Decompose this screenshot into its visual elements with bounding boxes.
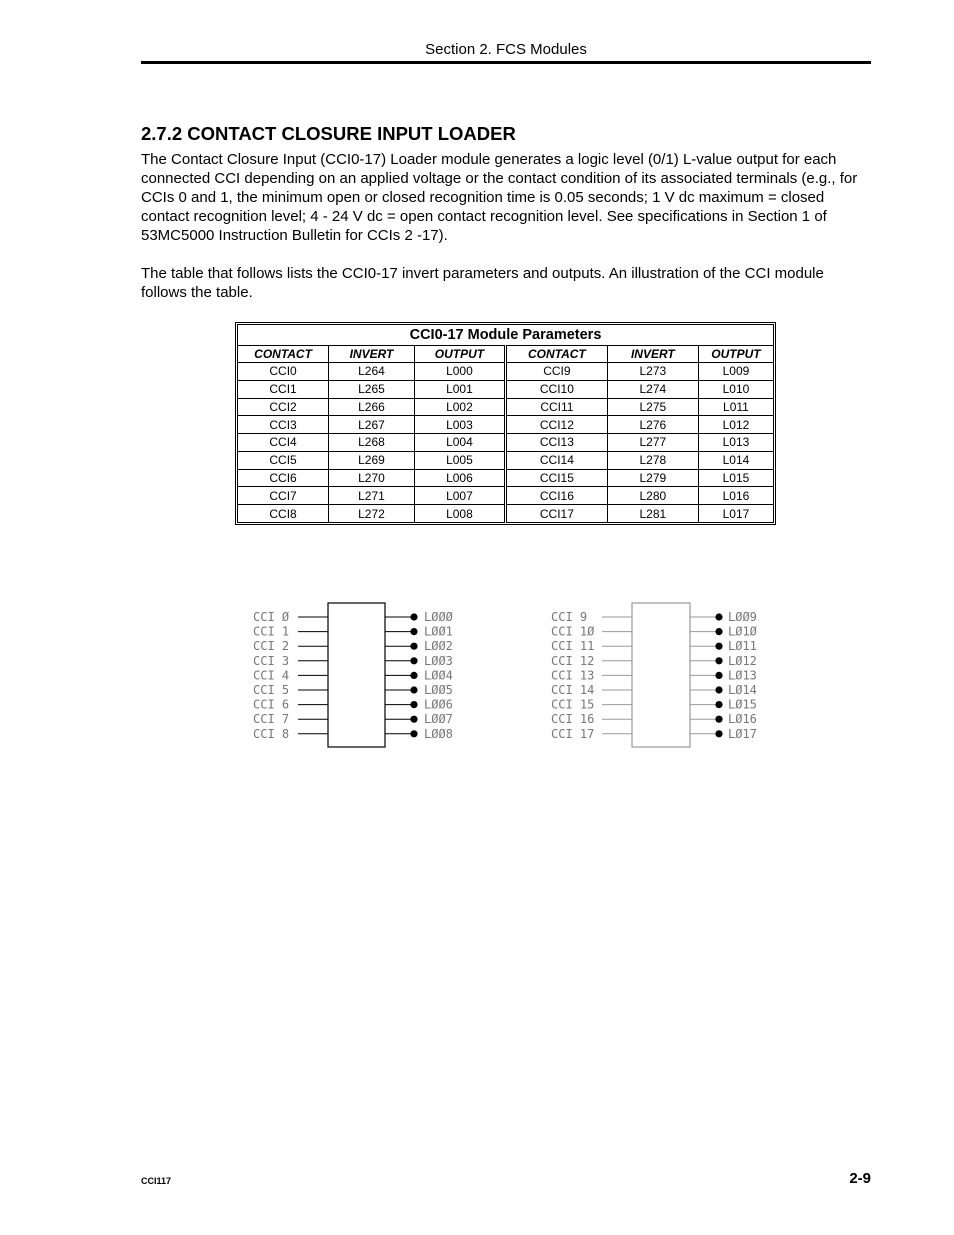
module-box [328,603,385,747]
input-label: CCI 2 [253,639,290,654]
input-label: CCI Ø [253,610,290,624]
table-cell: CCI11 [505,398,607,416]
table-cell: L002 [414,398,505,416]
input-label: CCI 16 [551,712,595,727]
table-header-cell: INVERT [607,346,698,363]
output-dot [410,686,417,693]
output-dot [715,643,722,650]
input-label: CCI 1Ø [551,624,595,639]
table-cell: L010 [698,380,773,398]
table-cell: L001 [414,380,505,398]
output-label: LØ17 [728,726,757,741]
table-cell: L015 [698,469,773,487]
output-label: LØ15 [728,697,757,712]
input-label: CCI 5 [253,683,290,697]
table-title: CCI0-17 Module Parameters [238,325,774,346]
table-cell: CCI13 [505,434,607,452]
output-label: LØØ2 [424,639,453,654]
table-cell: L281 [607,505,698,523]
table-cell: L274 [607,380,698,398]
table-cell: L007 [414,487,505,505]
table-cell: L003 [414,416,505,434]
table-cell: L014 [698,451,773,469]
table-cell: L012 [698,416,773,434]
output-label: LØ11 [728,639,757,654]
input-label: CCI 17 [551,726,595,741]
table-cell: L268 [329,434,415,452]
input-label: CCI 3 [253,653,290,668]
output-label: LØ13 [728,668,757,683]
table-cell: L280 [607,487,698,505]
output-dot [715,613,722,620]
section-title: 2.7.2 CONTACT CLOSURE INPUT LOADER [141,123,516,144]
output-dot [715,730,722,737]
table-cell: L277 [607,434,698,452]
table-cell: CCI6 [238,469,329,487]
output-dot [410,730,417,737]
output-dot [410,643,417,650]
input-label: CCI 1 [253,624,290,639]
output-label: LØØ3 [424,653,453,668]
footer-doc-code: CCI117 [141,1176,172,1186]
page-header: Section 2. FCS Modules [425,41,587,58]
module-box [632,603,690,747]
output-dot [410,716,417,723]
table-cell: L006 [414,469,505,487]
table-cell: L008 [414,505,505,523]
table-cell: CCI12 [505,416,607,434]
table-header-cell: CONTACT [505,346,607,363]
output-label: LØØ9 [728,610,757,624]
table-cell: L273 [607,363,698,381]
paragraph-intro: The Contact Closure Input (CCI0-17) Loader module generates a logic level (0/1) L-value output for each connected CCI depending on an applied voltage or the contact condition of its associated terminals (e.g., for CCIs 0 and 1, the minimum open or closed recognition time is 0.05 seconds; 1 V dc maximum = closed contact recognition level; 4 - 24 V dc = open contact recognition level. See specifications in Section 1 of 53MC5000 Instruction Bulletin for CCIs 2 -17). [141,151,858,244]
page-number: 2-9 [849,1170,871,1187]
cci-block-right [551,603,758,747]
cci-block-left [253,603,454,747]
table-cell: CCI16 [505,487,607,505]
table-cell: CCI1 [238,380,329,398]
table-cell: CCI10 [505,380,607,398]
input-label: CCI 4 [253,668,290,683]
table-cell: L267 [329,416,415,434]
output-dot [715,657,722,664]
output-dot [410,657,417,664]
output-dot [715,701,722,708]
output-label: LØØ8 [424,726,453,741]
input-label: CCI 9 [551,610,588,624]
output-dot [410,701,417,708]
input-label: CCI 6 [253,697,290,712]
table-cell: L011 [698,398,773,416]
input-label: CCI 15 [551,697,595,712]
table-cell: L269 [329,451,415,469]
output-label: LØØ1 [424,624,453,639]
input-label: CCI 13 [551,668,595,683]
table-cell: L017 [698,505,773,523]
table-cell: L279 [607,469,698,487]
output-dot [410,672,417,679]
table-cell: L266 [329,398,415,416]
input-label: CCI 12 [551,653,595,668]
table-cell: CCI3 [238,416,329,434]
output-dot [410,628,417,635]
table-cell: L004 [414,434,505,452]
table-cell: L278 [607,451,698,469]
output-dot [715,628,722,635]
table-cell: CCI9 [505,363,607,381]
table-cell: CCI7 [238,487,329,505]
table-cell: L264 [329,363,415,381]
output-dot [410,613,417,620]
output-label: LØØ7 [424,712,453,727]
output-label: LØ16 [728,712,757,727]
table-cell: CCI14 [505,451,607,469]
output-dot [715,716,722,723]
output-label: LØ12 [728,653,757,668]
table-cell: L265 [329,380,415,398]
output-dot [715,686,722,693]
table-cell: L009 [698,363,773,381]
table-cell: L271 [329,487,415,505]
input-label: CCI 7 [253,712,290,727]
input-label: CCI 8 [253,726,290,741]
table-cell: L272 [329,505,415,523]
table-header-cell: CONTACT [238,346,329,363]
output-label: LØØ5 [424,683,453,697]
table-cell: L276 [607,416,698,434]
table-cell: CCI2 [238,398,329,416]
table-cell: CCI15 [505,469,607,487]
output-label: LØØ6 [424,697,453,712]
input-label: CCI 14 [551,683,595,697]
output-label: LØ1Ø [728,624,757,639]
table-cell: L000 [414,363,505,381]
input-label: CCI 11 [551,639,595,654]
table-cell: CCI8 [238,505,329,523]
output-dot [715,672,722,679]
output-label: LØØ4 [424,668,453,683]
output-label: LØØØ [424,610,453,624]
table-cell: L013 [698,434,773,452]
table-cell: L275 [607,398,698,416]
table-cell: CCI5 [238,451,329,469]
table-cell: L270 [329,469,415,487]
paragraph-table-intro: The table that follows lists the CCI0-17 invert parameters and outputs. An illustration of the CCI module follows the table. [141,265,824,301]
table-header-cell: OUTPUT [698,346,773,363]
table-cell: L005 [414,451,505,469]
output-label: LØ14 [728,683,757,697]
table-header-cell: INVERT [329,346,415,363]
table-header-cell: OUTPUT [414,346,505,363]
table-cell: CCI17 [505,505,607,523]
table-cell: L016 [698,487,773,505]
table-cell: CCI0 [238,363,329,381]
table-cell: CCI4 [238,434,329,452]
